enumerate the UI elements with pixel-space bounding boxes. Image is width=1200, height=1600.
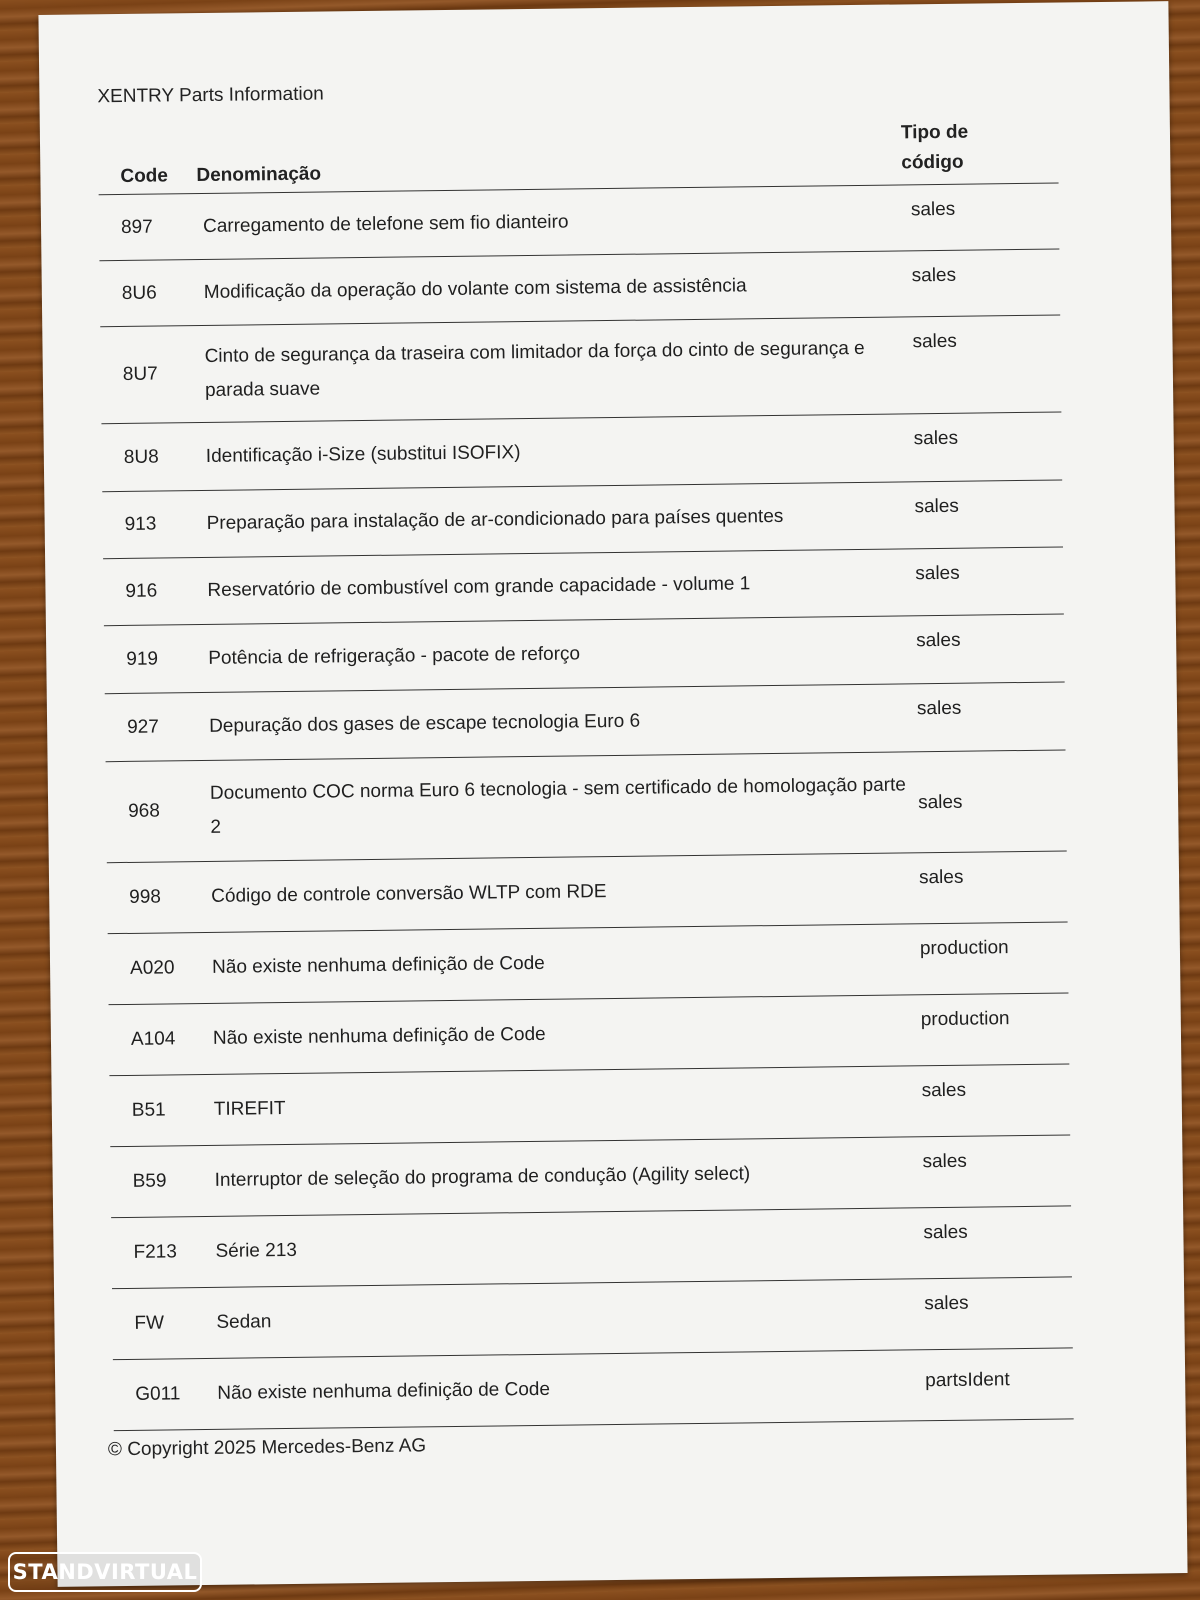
row-name: Série 213	[215, 1239, 298, 1262]
row-code: 927	[127, 716, 159, 738]
row-type: production	[920, 1008, 1010, 1031]
table-row	[109, 1064, 1070, 1147]
table-row	[104, 614, 1065, 694]
row-type: partsIdent	[925, 1369, 1010, 1392]
row-code: 8U7	[122, 363, 158, 385]
header-name: Denominação	[196, 163, 322, 187]
row-type: sales	[921, 1079, 967, 1102]
app-title: XENTRY Parts Information	[97, 83, 324, 108]
row-code: 968	[128, 800, 161, 822]
row-code: FW	[134, 1312, 165, 1334]
table-row	[99, 184, 1060, 262]
table-row	[112, 1277, 1073, 1360]
row-name: Reservatório de combustível com grande capacidade - volume 1	[207, 573, 751, 601]
row-code: F213	[133, 1241, 178, 1263]
document-page	[38, 1, 1187, 1587]
row-code: 897	[120, 216, 153, 238]
row-type: sales	[922, 1150, 968, 1173]
table-row	[101, 412, 1062, 492]
row-code: 913	[124, 513, 157, 535]
row-type: sales	[915, 562, 960, 585]
row-name: Cinto de segurança da traseira com limitador da força do cinto de segurança e parada suave	[204, 337, 865, 401]
row-code: B59	[132, 1170, 167, 1192]
row-code: B51	[131, 1099, 166, 1121]
row-name: Documento COC norma Euro 6 tecnologia - sem certificado de homologação parte 2	[209, 774, 907, 838]
row-code: 8U6	[121, 282, 157, 304]
row-code: 919	[126, 648, 159, 670]
row-code: 916	[125, 580, 158, 602]
header-type: Tipo de código	[900, 121, 969, 174]
table-row	[100, 316, 1061, 425]
table-row	[105, 682, 1066, 762]
table-row	[108, 922, 1069, 1005]
row-name: Modificação da operação do volante com sistema de assistência	[203, 274, 747, 303]
table-row	[106, 750, 1067, 863]
row-name: Potência de refrigeração - pacote de reforço	[208, 642, 581, 669]
row-name: Não existe nenhuma definição de Code	[217, 1378, 551, 1404]
row-type: sales	[918, 791, 963, 814]
row-name: Carregamento de telefone sem fio dianteiro	[202, 211, 569, 237]
table-row	[109, 993, 1070, 1076]
row-type: sales	[912, 330, 957, 353]
row-type: production	[919, 937, 1009, 960]
row-name: Preparação para instalação de ar-condicionado para países quentes	[206, 505, 784, 534]
table-row	[107, 851, 1068, 934]
row-type: sales	[916, 697, 962, 720]
row-code: A104	[130, 1028, 176, 1050]
row-type: sales	[913, 427, 959, 450]
row-name: Identificação i-Size (substitui ISOFIX)	[205, 441, 521, 467]
row-type: sales	[923, 1221, 968, 1244]
row-type: sales	[918, 866, 964, 889]
row-name: Interruptor de seleção do programa de condução (Agility select)	[214, 1163, 751, 1191]
row-name: Não existe nenhuma definição de Code	[212, 1023, 546, 1049]
table-row	[110, 1135, 1071, 1218]
row-name: Sedan	[216, 1311, 272, 1333]
row-code: 8U8	[123, 446, 159, 468]
row-type: sales	[911, 264, 957, 287]
row-type: sales	[924, 1292, 969, 1315]
table-header	[98, 103, 1059, 196]
row-type: sales	[910, 198, 956, 221]
row-code: G011	[135, 1383, 181, 1405]
row-name: Código de controle conversão WLTP com RDE	[211, 881, 607, 907]
row-name: Depuração dos gases de escape tecnologia Euro 6	[209, 710, 641, 737]
row-code: A020	[129, 957, 175, 979]
table-row	[102, 480, 1063, 559]
table-row	[99, 250, 1060, 328]
copyright-notice: © Copyright 2025 Mercedes-Benz AG	[107, 1435, 427, 1461]
row-name: Não existe nenhuma definição de Code	[211, 952, 545, 978]
table-row	[113, 1348, 1074, 1431]
row-type: sales	[916, 629, 961, 652]
table-row	[111, 1206, 1072, 1289]
standvirtual-logo: STANDVIRTUAL	[8, 1552, 202, 1592]
row-type: sales	[914, 495, 959, 518]
table-row	[103, 547, 1064, 626]
header-code: Code	[120, 165, 169, 187]
codes-table	[98, 103, 1074, 1432]
row-code: 998	[129, 886, 162, 908]
row-name: TIREFIT	[213, 1098, 286, 1120]
